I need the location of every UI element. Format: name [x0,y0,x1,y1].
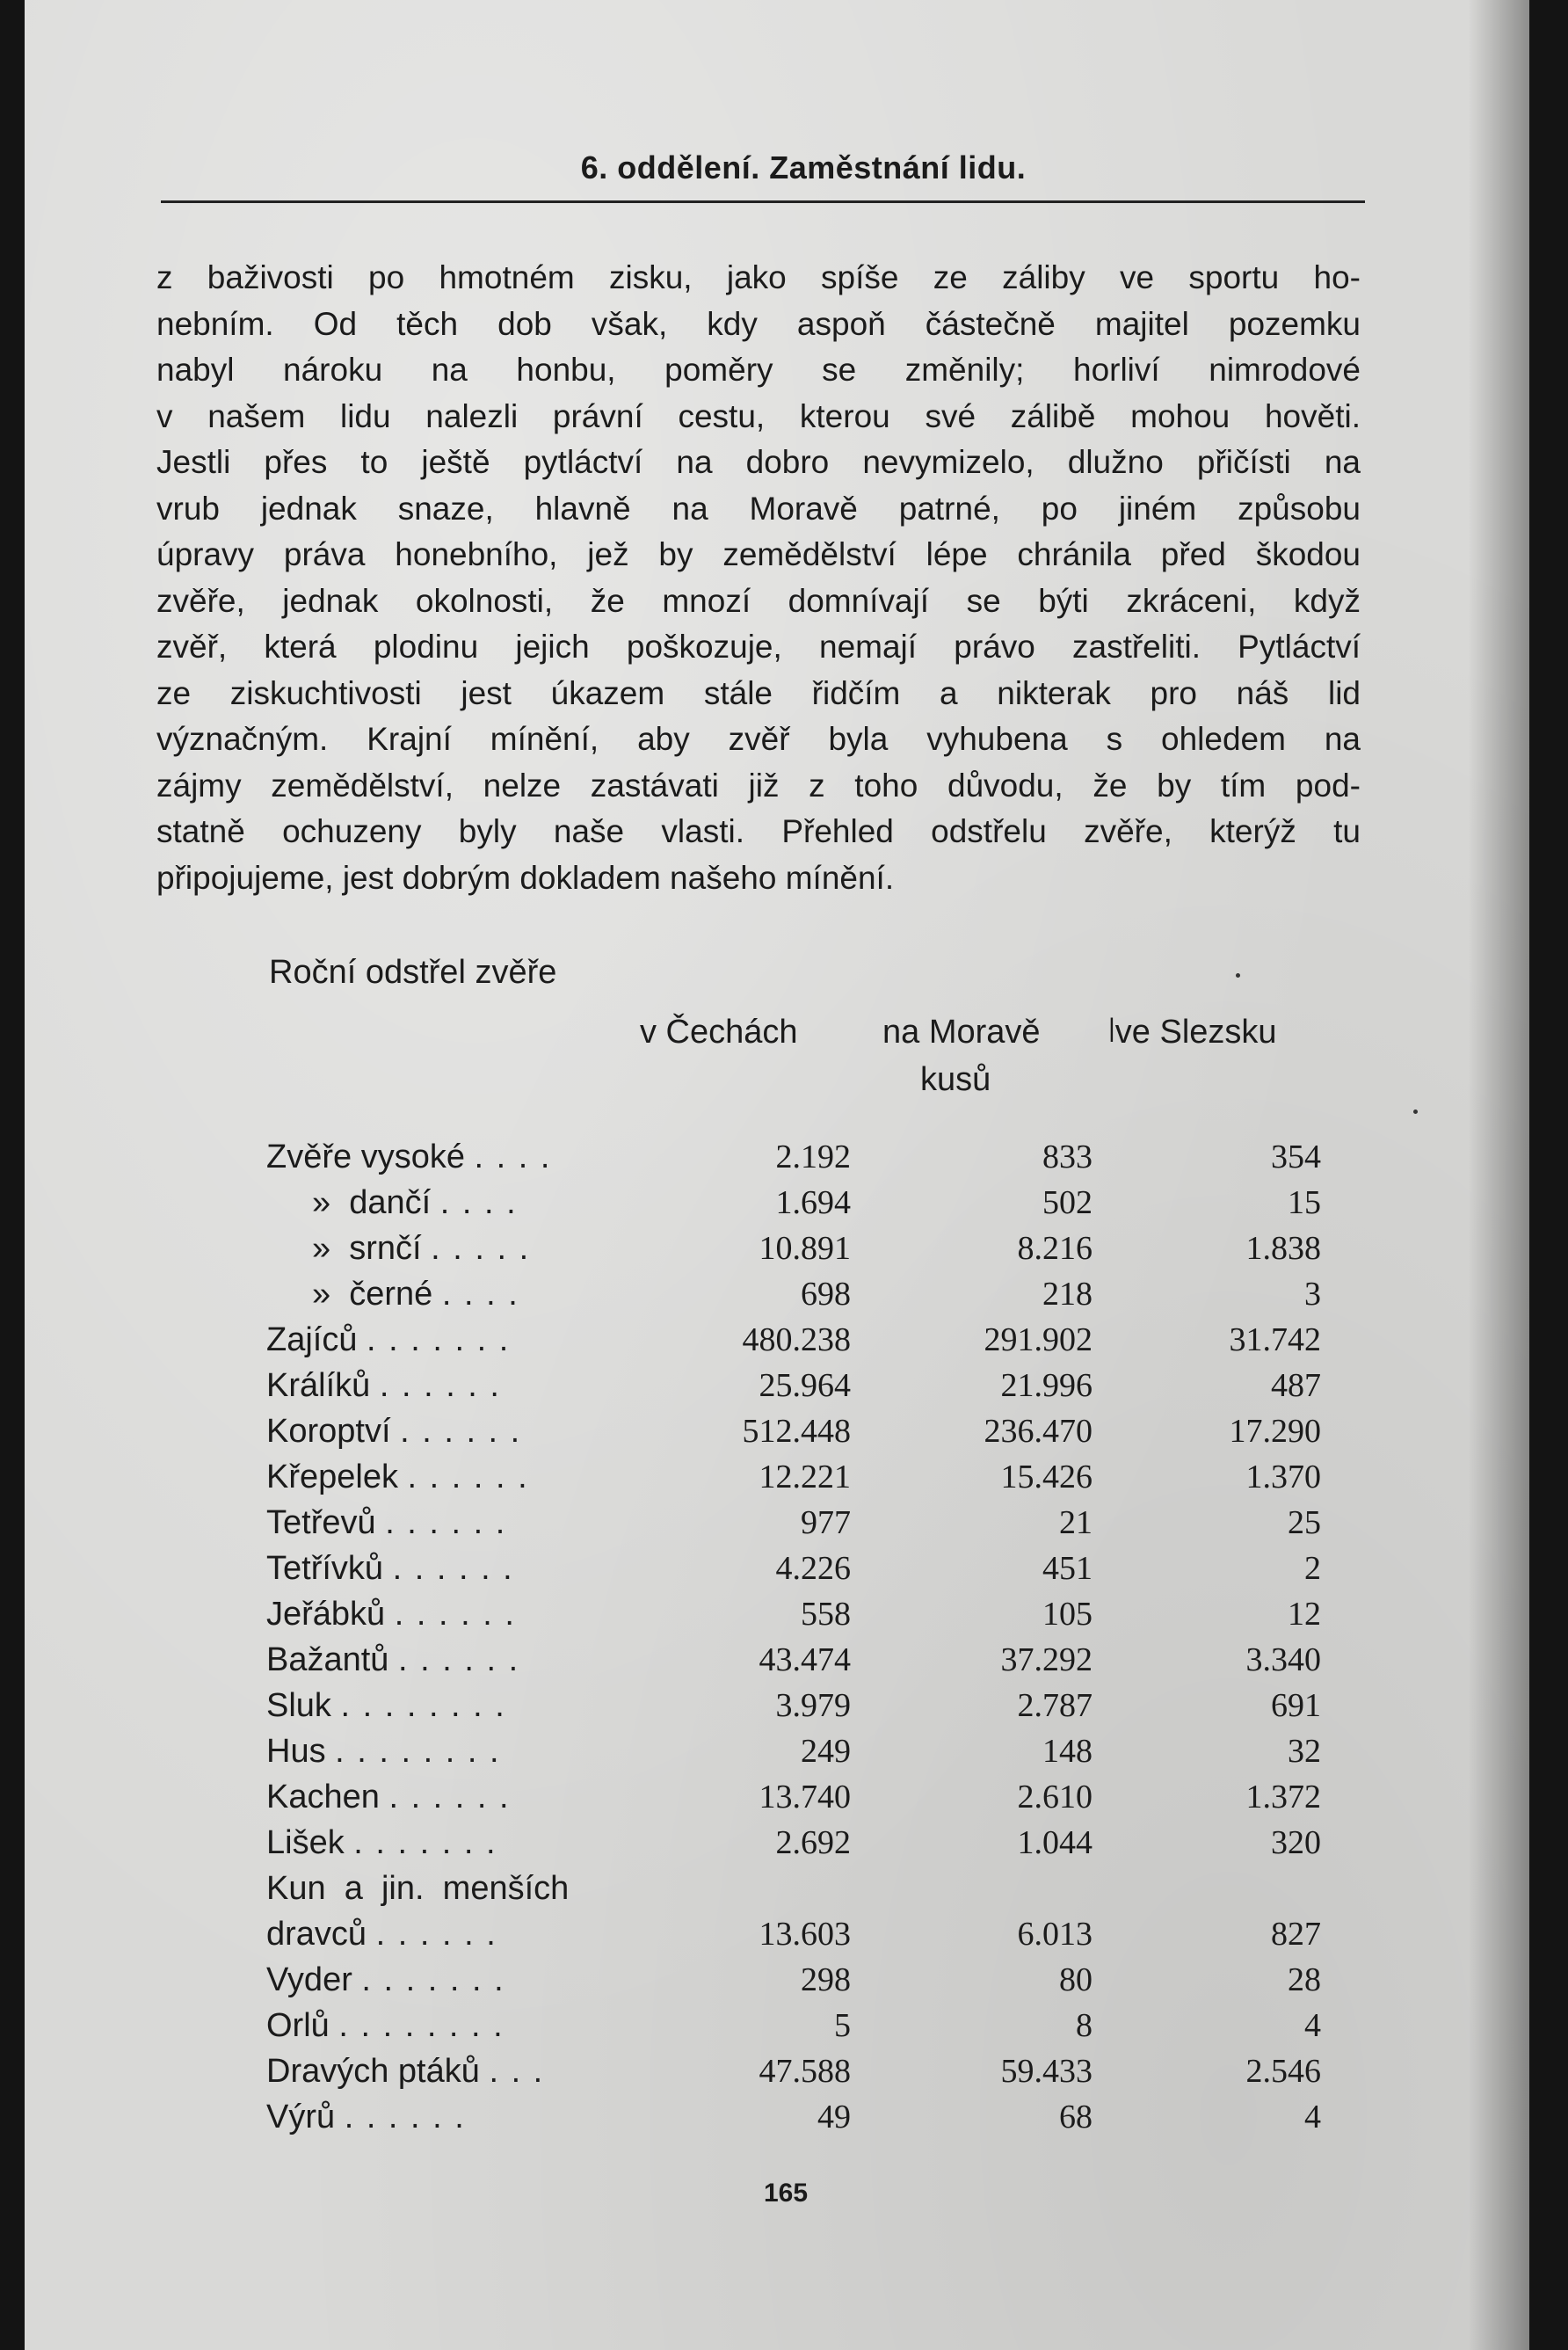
leader-dots: . . . . . . [407,1459,529,1495]
running-header: 6. oddělení. Zaměstnání lidu. [580,149,1027,186]
row-label-text: Králíků [266,1367,371,1404]
cell-morava: 2.610 [1017,1779,1093,1815]
cell-morava: 502 [1042,1184,1093,1221]
paragraph-line: význačným. Krajní mínění, aby zvěř byla vyhubena s ohledem na [156,721,1361,757]
cell-cechy: 698 [801,1276,851,1313]
leader-dots: . . . . . . [400,1413,522,1450]
cell-morava: 2.787 [1017,1687,1093,1724]
cell-cechy: 49 [817,2099,851,2135]
row-label [266,2048,544,2094]
column-header-cechy: v Čechách [640,1014,798,1051]
cell-cechy: 10.891 [759,1230,851,1267]
paragraph-line: vrub jednak snaze, hlavně na Moravě patrné, po jiném způsobu [156,490,1361,527]
row-label-text: Dravých ptáků [266,2053,480,2090]
leader-dots: . . . [489,2053,545,2090]
cell-slezsko: 4 [1304,2099,1321,2135]
cell-cechy: 13.740 [759,1779,851,1815]
row-label [266,1546,514,1591]
harvest-table [266,1134,1321,2140]
cell-cechy: 512.448 [742,1413,851,1450]
paragraph-line: zvěř, která plodinu jejich poškozuje, nemají právo zastřeliti. Pytláctví [156,629,1361,665]
table-row [266,1637,1321,1683]
row-label-text: Zajíců [266,1321,358,1358]
leader-dots: . . . . . . . [361,1961,505,1998]
table-row [266,1911,1321,1957]
leader-dots: . . . . . . [375,1916,497,1953]
leader-dots: . . . . . . . . [340,1687,506,1724]
cell-slezsko: 1.838 [1245,1230,1321,1267]
table-row [266,1363,1321,1408]
table-row [266,1454,1321,1500]
cell-slezsko: 15 [1288,1184,1321,1221]
paragraph-line: statně ochuzeny byly naše vlasti. Přehled odstřelu zvěře, kterýž tu [156,813,1361,849]
row-label [266,1866,569,1911]
cell-morava: 833 [1042,1139,1093,1175]
table-row [266,1957,1321,2003]
leader-dots: . . . . [441,1276,519,1313]
leader-dots: . . . . [474,1139,552,1175]
cell-slezsko: 3.340 [1245,1641,1321,1678]
paragraph-line: připojujeme, jest dobrým dokladem našeho mínění. [156,859,895,896]
cell-cechy: 43.474 [759,1641,851,1678]
row-label-text: Orlů [266,2007,330,2044]
row-label [312,1180,518,1226]
cell-slezsko: 1.370 [1245,1459,1321,1495]
row-label [266,1500,506,1546]
paragraph-line: zvěře, jednak okolnosti, že mnozí domnívají se býti zkráceni, když [156,582,1361,619]
cell-cechy: 12.221 [759,1459,851,1495]
leader-dots: . . . . . . . . [335,1733,501,1770]
table-row [266,1866,1321,1911]
row-label-text: Kun a jin. menších [266,1870,570,1907]
row-label-text: » černé [312,1276,433,1313]
cell-morava: 291.902 [984,1321,1093,1358]
cell-cechy: 480.238 [742,1321,851,1358]
cell-slezsko: 354 [1271,1139,1321,1175]
column-header-slezsko-label: ve Slezsku [1114,1014,1277,1051]
table-row [266,1271,1321,1317]
row-label-text: Křepelek [266,1459,398,1495]
cell-cechy: 249 [801,1733,851,1770]
row-label-text: dravců [266,1916,367,1953]
cell-morava: 59.433 [1000,2053,1093,2090]
cell-morava: 8 [1076,2007,1093,2044]
leader-dots: . . . . . . [344,2099,466,2135]
column-header-slezsko: |ve Slezsku [1108,1014,1277,1051]
cell-morava: 15.426 [1000,1459,1093,1495]
cell-morava: 80 [1059,1961,1093,1998]
cell-morava: 21 [1059,1504,1093,1541]
leader-dots: . . . . . . [385,1504,507,1541]
cell-slezsko: 28 [1288,1961,1321,1998]
leader-dots: . . . . . . . [367,1321,511,1358]
leader-dots: . . . . . . [394,1596,516,1633]
row-label-text: Výrů [266,2099,336,2135]
cell-morava: 8.216 [1017,1230,1093,1267]
table-title: Roční odstřel zvěře [269,954,557,991]
row-label [266,1408,521,1454]
table-row [266,2003,1321,2048]
cell-slezsko: 4 [1304,2007,1321,2044]
cell-cechy: 977 [801,1504,851,1541]
cell-slezsko: 827 [1271,1916,1321,1953]
cell-slezsko: 691 [1271,1687,1321,1724]
paragraph-line: z baživosti po hmotném zisku, jako spíše ze záliby ve sportu ho- [156,259,1361,295]
cell-slezsko: 2.546 [1245,2053,1321,2090]
leader-dots: . . . . . . [398,1641,520,1678]
row-label [266,1134,551,1180]
row-label [266,1957,505,2003]
table-row [266,1408,1321,1454]
row-label-text: Sluk [266,1687,331,1724]
leader-dots: . . . . [439,1184,518,1221]
book-page [25,0,1529,2350]
cell-morava: 6.013 [1017,1916,1093,1953]
cell-slezsko: 1.372 [1245,1779,1321,1815]
table-row [266,1774,1321,1820]
cell-morava: 21.996 [1000,1367,1093,1404]
cell-morava: 451 [1042,1550,1093,1587]
table-row [266,1683,1321,1728]
paragraph-line: nabyl nároku na honbu, poměry se změnily; horliví nimrodové [156,352,1361,388]
cell-cechy: 2.192 [775,1139,851,1175]
cell-slezsko: 25 [1288,1504,1321,1541]
row-label [266,1728,501,1774]
paragraph-line: úpravy práva honebního, jež by zemědělství lépe chránila před škodou [156,536,1361,572]
leader-dots: . . . . . . [388,1779,511,1815]
cell-cechy: 558 [801,1596,851,1633]
row-label-text: Bažantů [266,1641,389,1678]
cell-morava: 105 [1042,1596,1093,1633]
cell-slezsko: 12 [1288,1596,1321,1633]
cell-slezsko: 3 [1304,1276,1321,1313]
row-label-text: Zvěře vysoké [266,1139,465,1175]
table-row [266,1317,1321,1363]
header-rule [161,200,1365,203]
leader-dots: . . . . . [431,1230,531,1267]
table-row [266,1591,1321,1637]
row-label-text: Vyder [266,1961,352,1998]
cell-slezsko: 320 [1271,1824,1321,1861]
paragraph-line: nebním. Od těch dob však, kdy aspoň částečně majitel pozemku [156,305,1361,342]
leader-dots: . . . . . . [392,1550,514,1587]
print-speck [1236,973,1240,978]
cell-cechy: 4.226 [775,1550,851,1587]
cell-cechy: 5 [834,2007,851,2044]
unit-label: kusů [920,1061,991,1098]
cell-slezsko: 32 [1288,1733,1321,1770]
cell-slezsko: 2 [1304,1550,1321,1587]
row-label-text: Tetřevů [266,1504,376,1541]
cell-cechy: 298 [801,1961,851,1998]
cell-morava: 236.470 [984,1413,1093,1450]
cell-morava: 218 [1042,1276,1093,1313]
row-label-text: » srnčí [312,1230,422,1267]
row-label [266,1363,501,1408]
cell-cechy: 3.979 [775,1687,851,1724]
row-label [266,1454,529,1500]
paragraph-line: ze ziskuchtivosti jest úkazem stále řidčím a nikterak pro náš lid [156,674,1361,711]
table-row [266,1820,1321,1866]
cell-cechy: 2.692 [775,1824,851,1861]
table-row [266,1546,1321,1591]
row-label [266,2003,505,2048]
paragraph-line: v našem lidu nalezli právní cestu, kterou své zálibě mohou hověti. [156,397,1361,434]
row-label [266,1683,506,1728]
row-label-text: Lišek [266,1824,345,1861]
row-label [312,1271,519,1317]
page-edge-shadow [1468,0,1529,2350]
table-row [266,1134,1321,1180]
row-label [266,1317,510,1363]
cell-slezsko: 17.290 [1229,1413,1321,1450]
table-row [266,1226,1321,1271]
table-row [266,2048,1321,2094]
cell-morava: 1.044 [1017,1824,1093,1861]
table-row [266,1180,1321,1226]
table-row [266,1500,1321,1546]
row-label [266,1820,497,1866]
table-row [266,2094,1321,2140]
paragraph-line: zájmy zemědělství, nelze zastávati již z toho důvodu, že by tím pod- [156,767,1361,804]
row-label-text: Tetřívků [266,1550,384,1587]
cell-slezsko: 487 [1271,1367,1321,1404]
body-paragraph [156,255,1361,901]
table-row [266,1728,1321,1774]
row-label-text: Kachen [266,1779,380,1815]
cell-slezsko: 31.742 [1229,1321,1321,1358]
cell-cechy: 1.694 [775,1184,851,1221]
row-label-text: » dančí [312,1184,432,1221]
row-label [266,1637,519,1683]
paragraph-line: Jestli přes to ještě pytláctví na dobro nevymizelo, dlužno přičísti na [156,444,1361,480]
cell-cechy: 47.588 [759,2053,851,2090]
row-label-text: Jeřábků [266,1596,386,1633]
leader-dots: . . . . . . . [353,1824,497,1861]
page-number: 165 [763,2179,809,2208]
cell-cechy: 13.603 [759,1916,851,1953]
row-label-text: Koroptví [266,1413,391,1450]
row-label [266,2094,466,2140]
row-label [266,1591,516,1637]
row-label [266,1911,497,1957]
row-label [312,1226,530,1271]
column-header-morava: na Moravě [882,1014,1041,1051]
cell-morava: 68 [1059,2099,1093,2135]
cell-morava: 37.292 [1000,1641,1093,1678]
leader-dots: . . . . . . . . [338,2007,505,2044]
leader-dots: . . . . . . [379,1367,501,1404]
row-label-text: Hus [266,1733,326,1770]
row-label [266,1774,511,1820]
cell-morava: 148 [1042,1733,1093,1770]
print-speck [1413,1110,1418,1114]
cell-cechy: 25.964 [759,1367,851,1404]
